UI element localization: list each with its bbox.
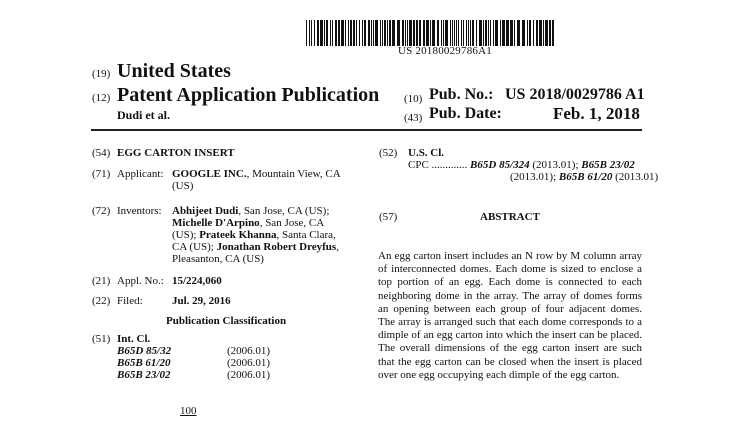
barcode-bar — [461, 20, 462, 46]
barcode-bar — [443, 20, 444, 46]
barcode-bar — [392, 20, 395, 46]
barcode-bar — [549, 20, 551, 46]
barcode-bar — [402, 20, 404, 46]
barcode-bar — [545, 20, 548, 46]
barcode — [306, 20, 556, 46]
int-class-year: (2006.01) — [227, 357, 271, 369]
code-22: (22) — [92, 295, 111, 307]
pub-date: Feb. 1, 2018 — [553, 104, 640, 123]
barcode-bar — [387, 20, 388, 46]
inventor-name: Abhijeet Dudi — [172, 205, 239, 217]
code-21: (21) — [92, 275, 111, 287]
barcode-bar — [419, 20, 421, 46]
cpc-year: (2013.01); — [529, 159, 582, 171]
pub-no-label: Pub. No.: — [429, 86, 494, 103]
barcode-bar — [536, 20, 538, 46]
barcode-bar — [407, 20, 408, 46]
barcode-bar — [359, 20, 360, 46]
barcode-bar — [353, 20, 355, 46]
barcode-bar — [488, 20, 489, 46]
barcode-bar — [517, 20, 520, 46]
barcode-bar — [458, 20, 459, 46]
barcode-bar — [454, 20, 455, 46]
barcode-bar — [430, 20, 431, 46]
int-class-year: (2006.01) — [227, 369, 271, 381]
authors: Dudi et al. — [117, 108, 171, 122]
barcode-bar — [485, 20, 487, 46]
barcode-bar — [375, 20, 378, 46]
barcode-bar — [483, 20, 484, 46]
inventor-location: (US); — [172, 229, 200, 241]
barcode-bar — [463, 20, 464, 46]
barcode-bar — [445, 20, 448, 46]
code-72: (72) — [92, 205, 111, 217]
code-19: (19) — [92, 68, 111, 80]
inventor-location: , — [336, 241, 339, 253]
barcode-bar — [320, 20, 323, 46]
applicant-location: , Mountain View, CA — [246, 168, 341, 180]
inventors-label: Inventors: — [117, 205, 162, 217]
cpc-class: B65B 23/02 — [581, 159, 635, 171]
inventor-name: Jonathan Robert Dreyfus — [216, 241, 337, 253]
barcode-bar — [423, 20, 425, 46]
barcode-bar — [502, 20, 505, 46]
barcode-bar — [495, 20, 498, 46]
pub-date-label: Pub. Date: — [429, 105, 502, 122]
barcode-number: US 20180029786A1 — [398, 45, 492, 57]
barcode-bar — [380, 20, 381, 46]
barcode-bar — [306, 20, 307, 46]
barcode-bar — [529, 20, 531, 46]
inventor-location: , San Jose, CA (US); — [238, 205, 330, 217]
barcode-bar — [533, 20, 534, 46]
barcode-bar — [468, 20, 469, 46]
code-12: (12) — [92, 92, 111, 104]
barcode-bar — [416, 20, 418, 46]
barcode-bar — [510, 20, 513, 46]
barcode-bar — [338, 20, 340, 46]
code-51: (51) — [92, 333, 111, 345]
cpc-label: CPC ............. — [408, 159, 468, 171]
applicant — [172, 168, 341, 181]
barcode-bar — [409, 20, 412, 46]
cpc-year: (2013.01); — [510, 171, 559, 183]
applicant-country: (US) — [172, 180, 194, 192]
barcode-bar — [476, 20, 477, 46]
inventor-location: , San Jose, CA — [259, 217, 325, 229]
barcode-bar — [368, 20, 370, 46]
cpc-class: B65D 85/324 — [470, 159, 530, 171]
publication-type: Patent Application Publication — [117, 84, 380, 106]
code-52: (52) — [379, 147, 398, 159]
inventor-location: CA (US); — [172, 241, 217, 253]
cpc-class: B65B 61/20 — [558, 171, 613, 183]
barcode-bar — [405, 20, 406, 46]
inventor-name: Prateek Khanna — [199, 229, 277, 241]
barcode-bar — [382, 20, 383, 46]
barcode-bar — [426, 20, 429, 46]
barcode-bar — [356, 20, 357, 46]
barcode-bar — [413, 20, 415, 46]
barcode-bar — [335, 20, 337, 46]
barcode-bar — [362, 20, 363, 46]
code-10: (10) — [404, 93, 423, 105]
applicant-label: Applicant: — [117, 168, 164, 180]
int-class-year: (2006.01) — [227, 345, 271, 357]
barcode-bar — [397, 20, 400, 46]
filed-date: Jul. 29, 2016 — [172, 295, 231, 307]
barcode-bar — [456, 20, 457, 46]
abstract-text: An egg carton insert includes an N row by M column array of interconnected domes. Each dome is sized to enclose a top portion of an egg. Each dome is connected to each neighboring dome in the array. The array of domes forms an opening between each group of four adjacent domes. The array is arranged such that each dome corresponds to a dimple of an egg carton into which the insert can be placed. The overall dimensions of the egg carton insert are such that the egg carton can be closed when the insert is placed over one egg occupying each dimple of the egg carton. — [378, 250, 642, 381]
appl-no-label: Appl. No.: — [117, 275, 164, 287]
int-class: B65D 85/32 — [117, 345, 172, 357]
barcode-bar — [348, 20, 349, 46]
barcode-bar — [539, 20, 542, 46]
int-class: B65B 23/02 — [117, 369, 171, 381]
barcode-bar — [493, 20, 494, 46]
figure-reference: 100 — [180, 405, 197, 417]
applicant-name: GOOGLE INC. — [172, 168, 247, 180]
code-54: (54) — [92, 147, 111, 159]
barcode-bar — [350, 20, 352, 46]
appl-no: 15/224,060 — [172, 275, 222, 287]
barcode-bar — [311, 20, 312, 46]
abstract-heading: ABSTRACT — [480, 211, 540, 223]
barcode-bar — [326, 20, 328, 46]
inventor-location: , Santa Clara, — [276, 229, 336, 241]
barcode-bar — [345, 20, 346, 46]
country: United States — [117, 60, 231, 82]
code-71: (71) — [92, 168, 111, 180]
barcode-bar — [364, 20, 366, 46]
barcode-bar — [384, 20, 386, 46]
barcode-bar — [452, 20, 453, 46]
code-43: (43) — [404, 112, 423, 124]
barcode-bar — [506, 20, 509, 46]
barcode-bar — [450, 20, 451, 46]
barcode-bar — [324, 20, 325, 46]
barcode-bar — [332, 20, 333, 46]
cpc-year: (2013.01) — [612, 171, 659, 183]
header-rule — [91, 129, 642, 131]
barcode-bar — [490, 20, 491, 46]
barcode-bar — [479, 20, 482, 46]
barcode-bar — [543, 20, 544, 46]
barcode-bar — [552, 20, 554, 46]
inventor-name: Michelle D'Arpino — [172, 217, 260, 229]
barcode-bar — [466, 20, 467, 46]
barcode-bar — [527, 20, 528, 46]
filed-label: Filed: — [117, 295, 143, 307]
invention-title: EGG CARTON INSERT — [117, 147, 235, 159]
barcode-bar — [472, 20, 474, 46]
barcode-bar — [314, 20, 315, 46]
barcode-bar — [373, 20, 374, 46]
int-class: B65B 61/20 — [117, 357, 171, 369]
us-cl-label: U.S. Cl. — [408, 147, 445, 159]
barcode-bar — [500, 20, 501, 46]
int-cl-label: Int. Cl. — [117, 333, 151, 345]
barcode-bar — [389, 20, 391, 46]
barcode-bar — [432, 20, 435, 46]
pub-no: US 2018/0029786 A1 — [505, 86, 645, 103]
barcode-bar — [522, 20, 525, 46]
barcode-bar — [341, 20, 344, 46]
barcode-bar — [317, 20, 319, 46]
barcode-bar — [437, 20, 439, 46]
barcode-bar — [441, 20, 442, 46]
code-57: (57) — [379, 211, 398, 223]
barcode-bar — [330, 20, 331, 46]
publication-classification-heading: Publication Classification — [166, 315, 287, 327]
cpc-line-2 — [510, 171, 658, 184]
barcode-bar — [514, 20, 515, 46]
barcode-bar — [470, 20, 471, 46]
inventor-line-5: Pleasanton, CA (US) — [172, 253, 264, 265]
barcode-bar — [371, 20, 372, 46]
barcode-bar — [309, 20, 310, 46]
